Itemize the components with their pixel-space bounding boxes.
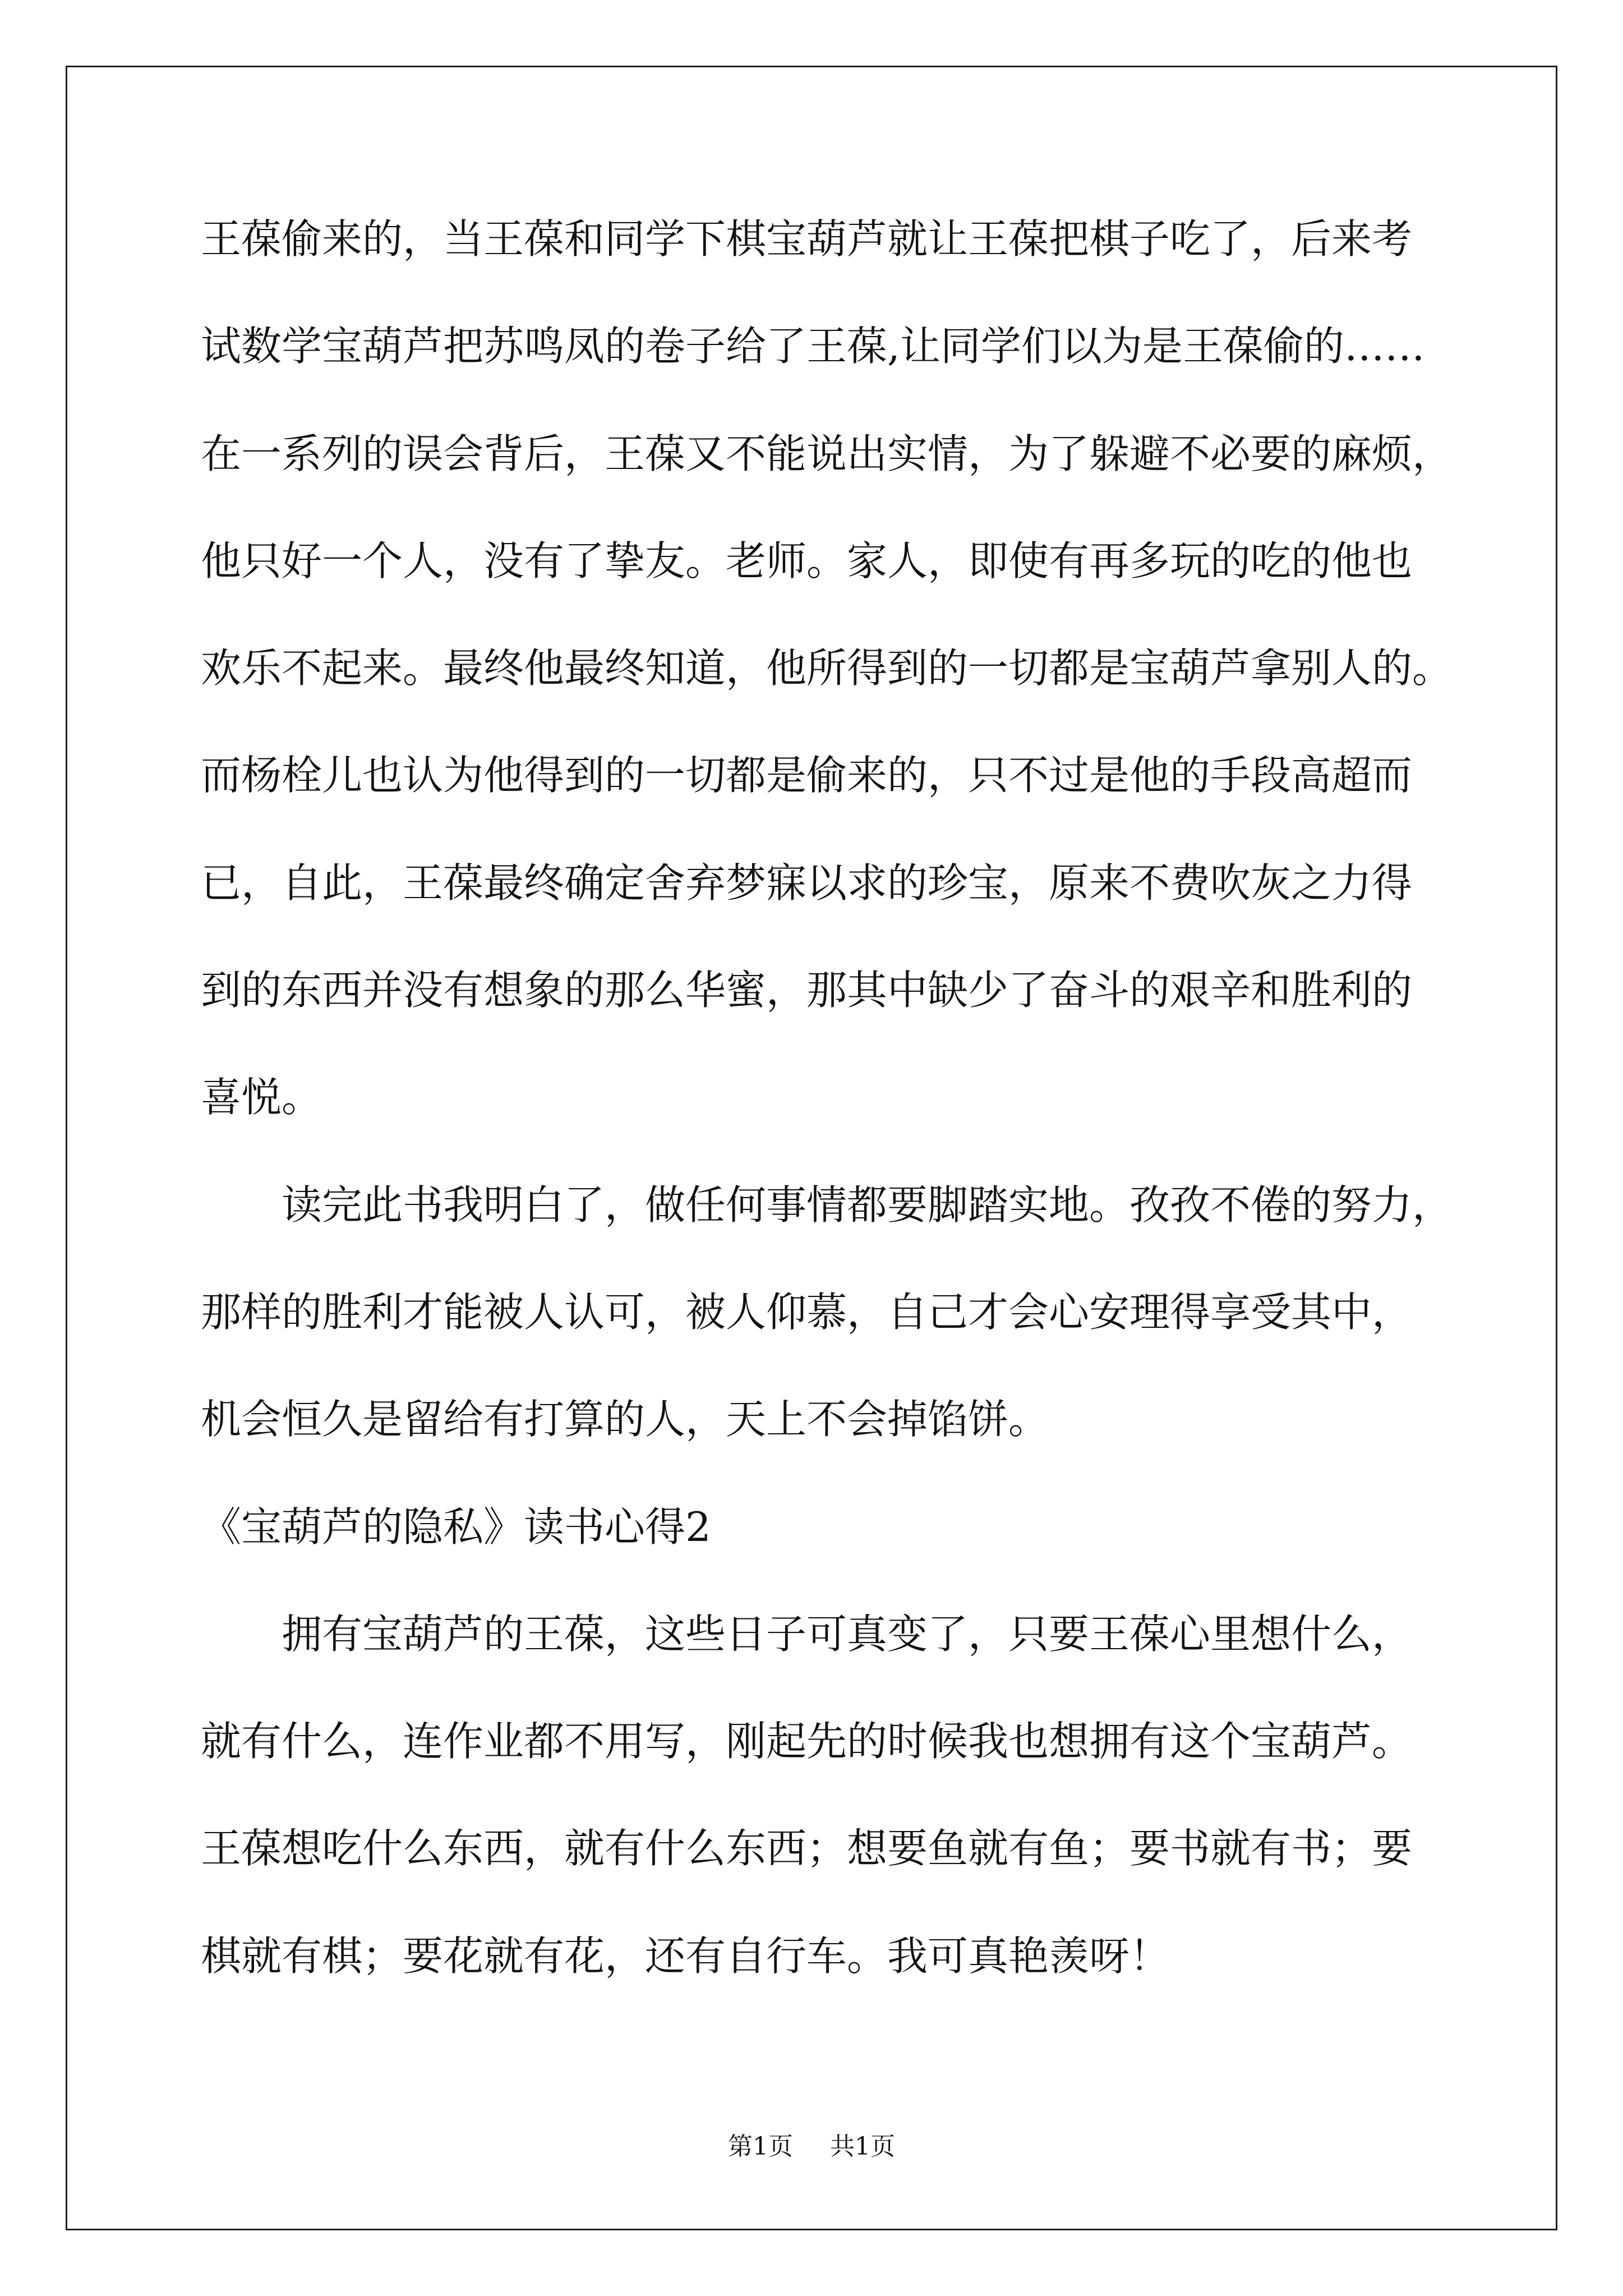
section-heading: 《宝葫芦的隐私》读书心得2 [201, 1503, 711, 1550]
body-text-line: 到的东西并没有想象的那么华蜜，那其中缺少了奋斗的艰辛和胜利的 [201, 967, 1413, 1014]
page-footer [0, 2130, 1623, 2164]
body-text-line: 他只好一个人，没有了挚友。老师。家人，即使有再多玩的吃的他也 [201, 537, 1413, 585]
body-text-line: 那样的胜利才能被人认可，被人仰慕，自己才会心安理得享受其中， [201, 1288, 1413, 1336]
paragraph-first-line: 拥有宝葫芦的王葆，这些日子可真变了，只要王葆心里想什么， [282, 1610, 1413, 1658]
body-text-line: 在一系列的误会背后，王葆又不能说出实情，为了躲避不必要的麻烦， [201, 430, 1453, 477]
paragraph-first-line: 读完此书我明白了，做任何事情都要脚踏实地。孜孜不倦的努力， [282, 1181, 1453, 1228]
body-text-line: 喜悦。 [201, 1074, 322, 1121]
page-total: 共1页 [830, 2132, 895, 2161]
body-text-line: 棋就有棋；要花就有花，还有自行车。我可真艳羡呀！ [201, 1932, 1170, 1980]
body-text-line: 已，自此，王葆最终确定舍弃梦寐以求的珍宝，原来不费吹灰之力得 [201, 859, 1413, 907]
body-text-line: 而杨栓儿也认为他得到的一切都是偷来的，只不过是他的手段高超而 [201, 752, 1413, 799]
body-text-line: 王葆想吃什么东西，就有什么东西；想要鱼就有鱼；要书就有书；要 [201, 1825, 1413, 1872]
body-text-line: 王葆偷来的，当王葆和同学下棋宝葫芦就让王葆把棋子吃了，后来考 [201, 215, 1413, 263]
body-text-line: 试数学宝葫芦把苏鸣凤的卷子给了王葆,让同学们以为是王葆偷的…… [201, 323, 1425, 370]
page-number: 第1页 [728, 2132, 793, 2161]
document-body [201, 186, 1536, 2010]
body-text-line: 机会恒久是留给有打算的人，天上不会掉馅饼。 [201, 1396, 1049, 1443]
body-text-line: 就有什么，连作业都不用写，刚起先的时候我也想拥有这个宝葫芦。 [201, 1718, 1413, 1765]
body-text-line: 欢乐不起来。最终他最终知道，他所得到的一切都是宝葫芦拿别人的。 [201, 645, 1453, 692]
